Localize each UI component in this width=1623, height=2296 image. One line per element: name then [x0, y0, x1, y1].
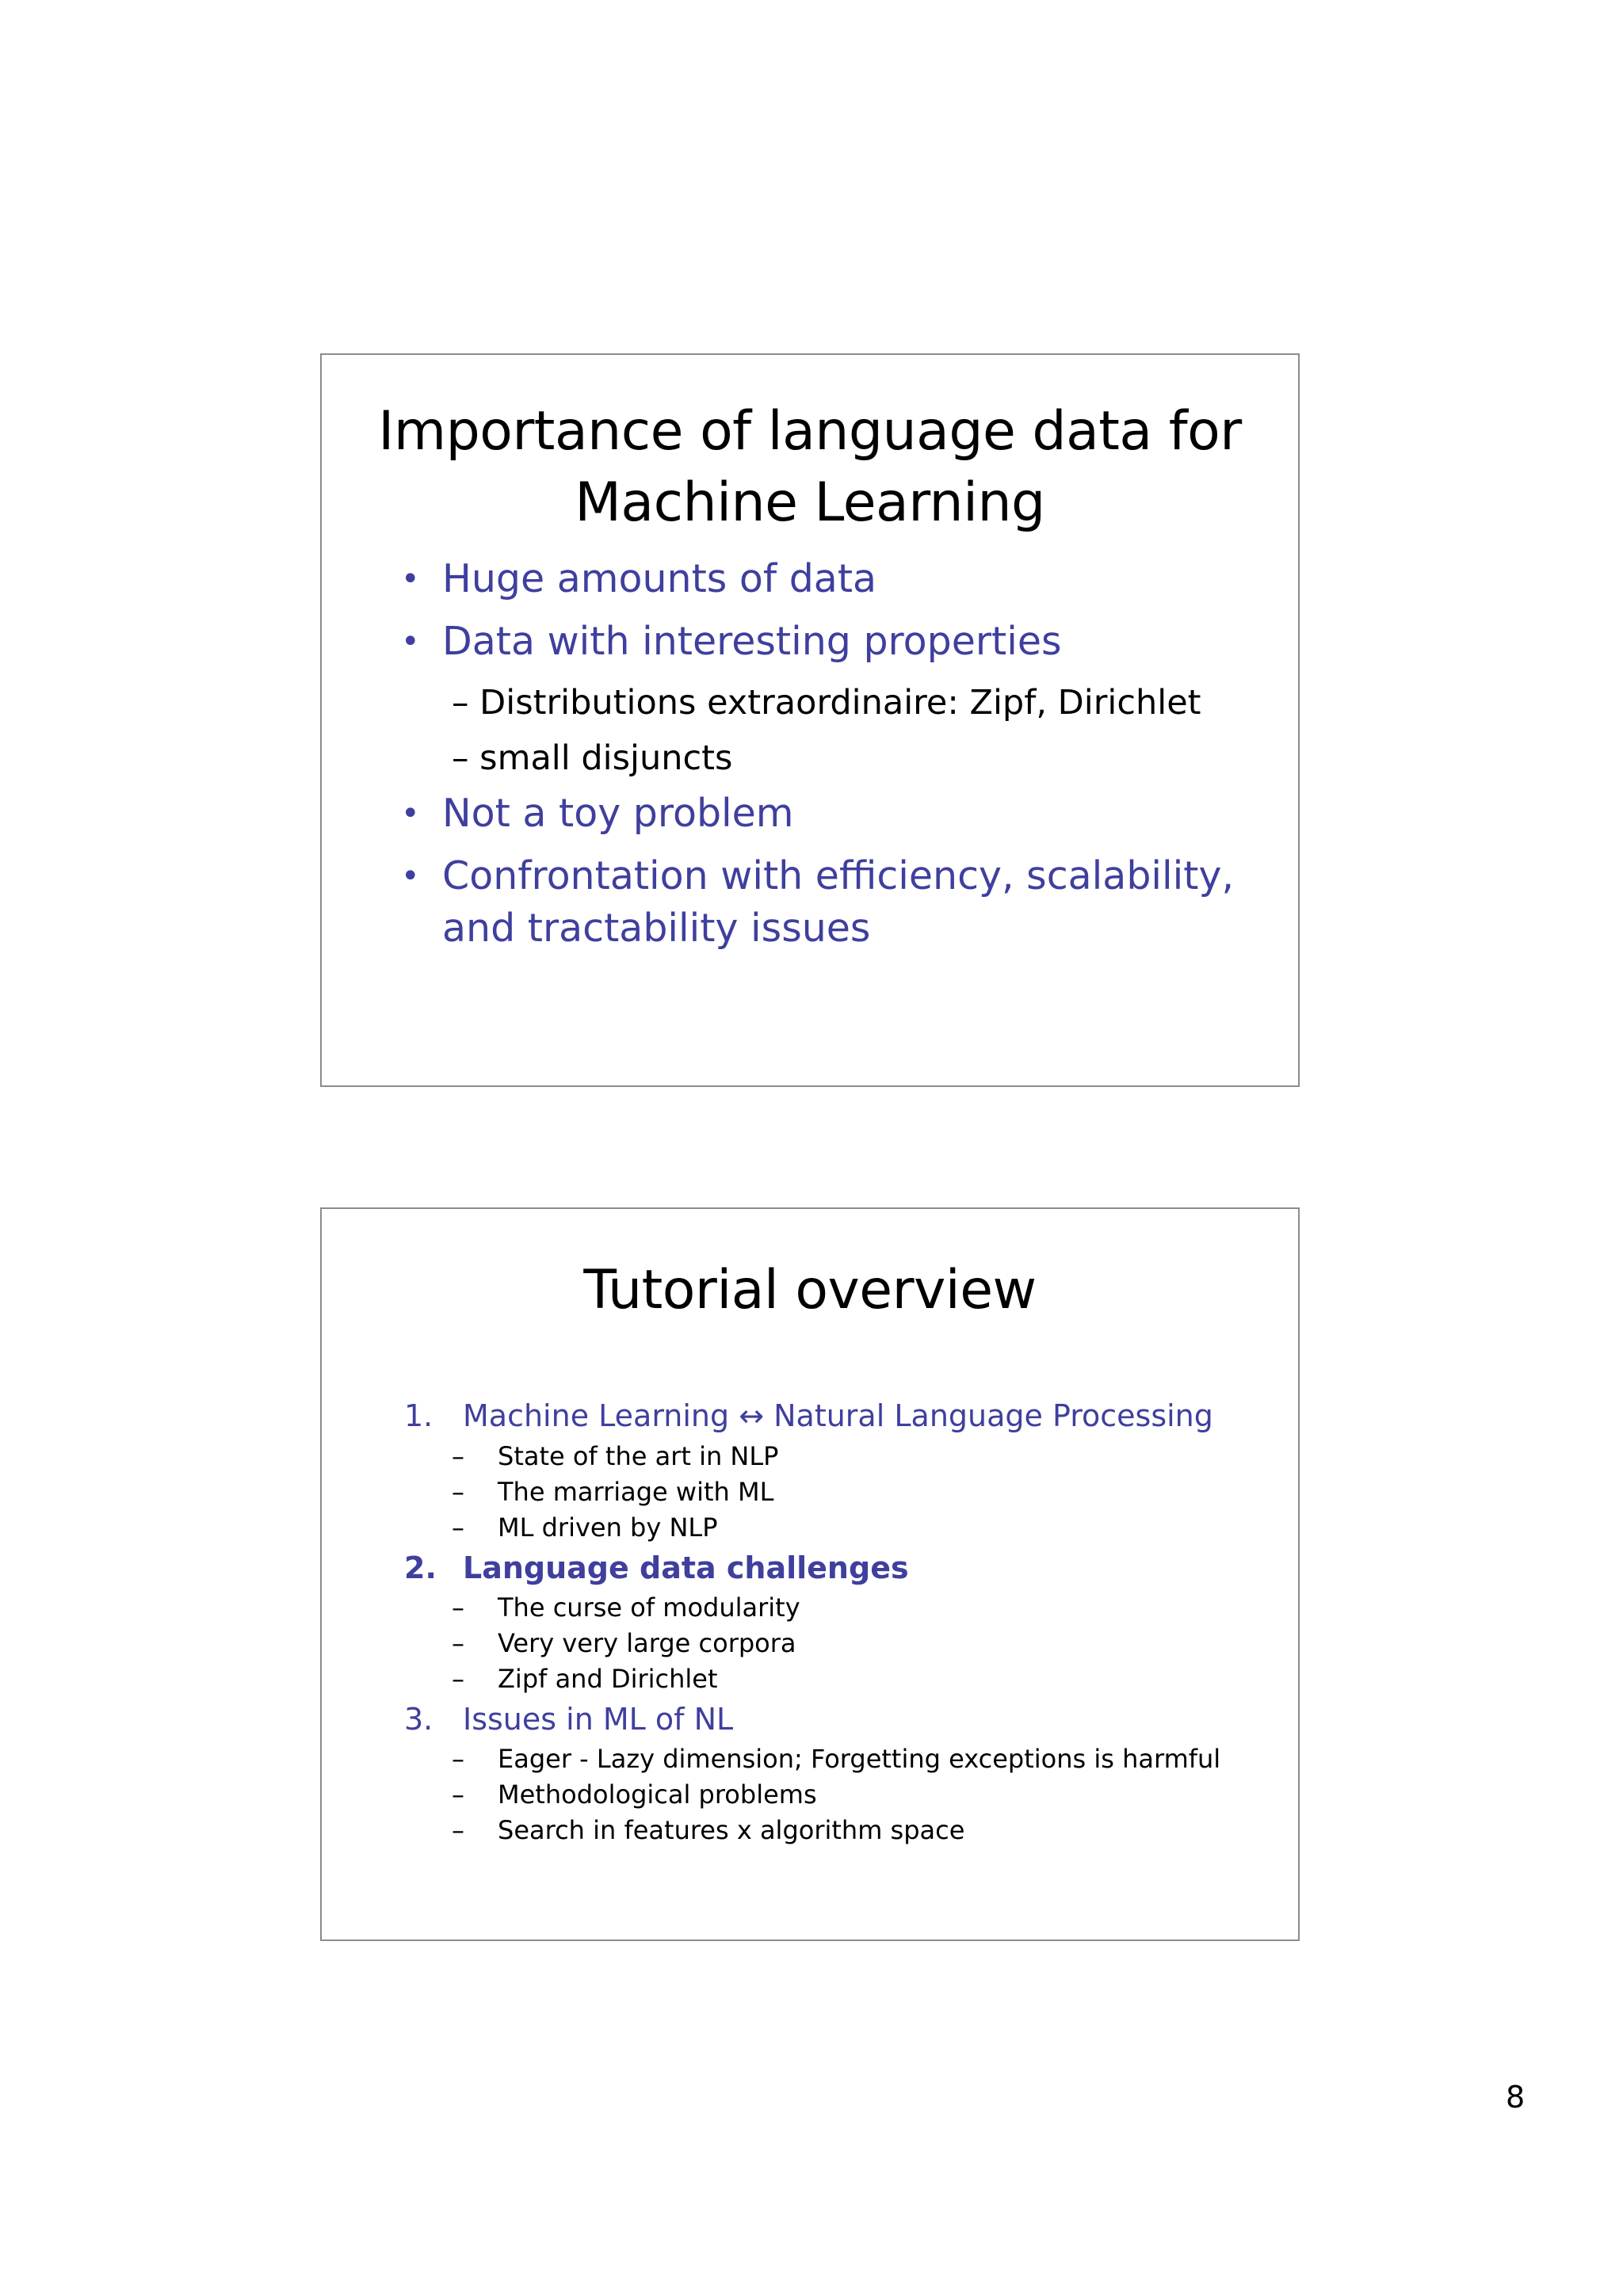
dash-marker: –	[452, 1628, 464, 1658]
dash-marker: –	[452, 1744, 464, 1774]
bullet-marker: •	[401, 858, 420, 894]
slide-title-text: Tutorial overview	[583, 1259, 1037, 1322]
section-item-text: Eager - Lazy dimension; Forgetting exceptions is harmful	[498, 1744, 1221, 1774]
bullet-text: Not a toy problem	[442, 791, 794, 836]
bullet-marker: •	[401, 561, 420, 597]
slide-tutorial-overview	[320, 1207, 1300, 1941]
bullet-text: Data with interesting properties	[442, 619, 1062, 664]
section-item-text: The curse of modularity	[498, 1592, 800, 1623]
bullet-text-line-1: Confrontation with efficiency, scalability,	[442, 853, 1235, 898]
bullet-marker: •	[401, 624, 420, 660]
sub-bullet-item: – small disjuncts	[452, 738, 733, 778]
dash-marker: –	[452, 1664, 464, 1694]
bullet-text: Huge amounts of data	[442, 556, 877, 601]
section-item-text: Zipf and Dirichlet	[498, 1664, 718, 1694]
sub-bullet-item: – Distributions extraordinaire: Zipf, Dirichlet	[452, 683, 1201, 723]
section-number: 2.	[404, 1550, 437, 1585]
dash-marker: –	[452, 1512, 464, 1543]
slide-title-line-1: Importance of language data for	[378, 400, 1242, 463]
dash-marker: –	[452, 1441, 464, 1471]
section-item-text: Search in features x algorithm space	[498, 1815, 965, 1845]
dash-marker: –	[452, 1779, 464, 1810]
page-number: 8	[1506, 2080, 1526, 2115]
bullet-marker: •	[401, 795, 420, 832]
section-item-text: ML driven by NLP	[498, 1512, 718, 1543]
section-item-text: Very very large corpora	[498, 1628, 796, 1658]
slide-title	[322, 396, 1298, 539]
section-label: Language data challenges	[463, 1550, 909, 1585]
slide-title-line-2: Machine Learning	[575, 471, 1045, 534]
bullet-text-line-2: and tractability issues	[442, 906, 871, 951]
dash-marker: –	[452, 1815, 464, 1845]
section-label: Issues in ML of NL	[463, 1702, 734, 1737]
dash-marker: –	[452, 1477, 464, 1507]
section-item-text: Methodological problems	[498, 1779, 817, 1810]
slide-title	[322, 1255, 1298, 1326]
section-number: 3.	[404, 1702, 433, 1737]
section-label: Machine Learning ↔ Natural Language Processing	[463, 1398, 1213, 1433]
section-number: 1.	[404, 1398, 433, 1433]
section-item-text: State of the art in NLP	[498, 1441, 779, 1471]
dash-marker: –	[452, 1592, 464, 1623]
section-item-text: The marriage with ML	[498, 1477, 774, 1507]
slide-importance-of-language-data	[320, 353, 1300, 1087]
